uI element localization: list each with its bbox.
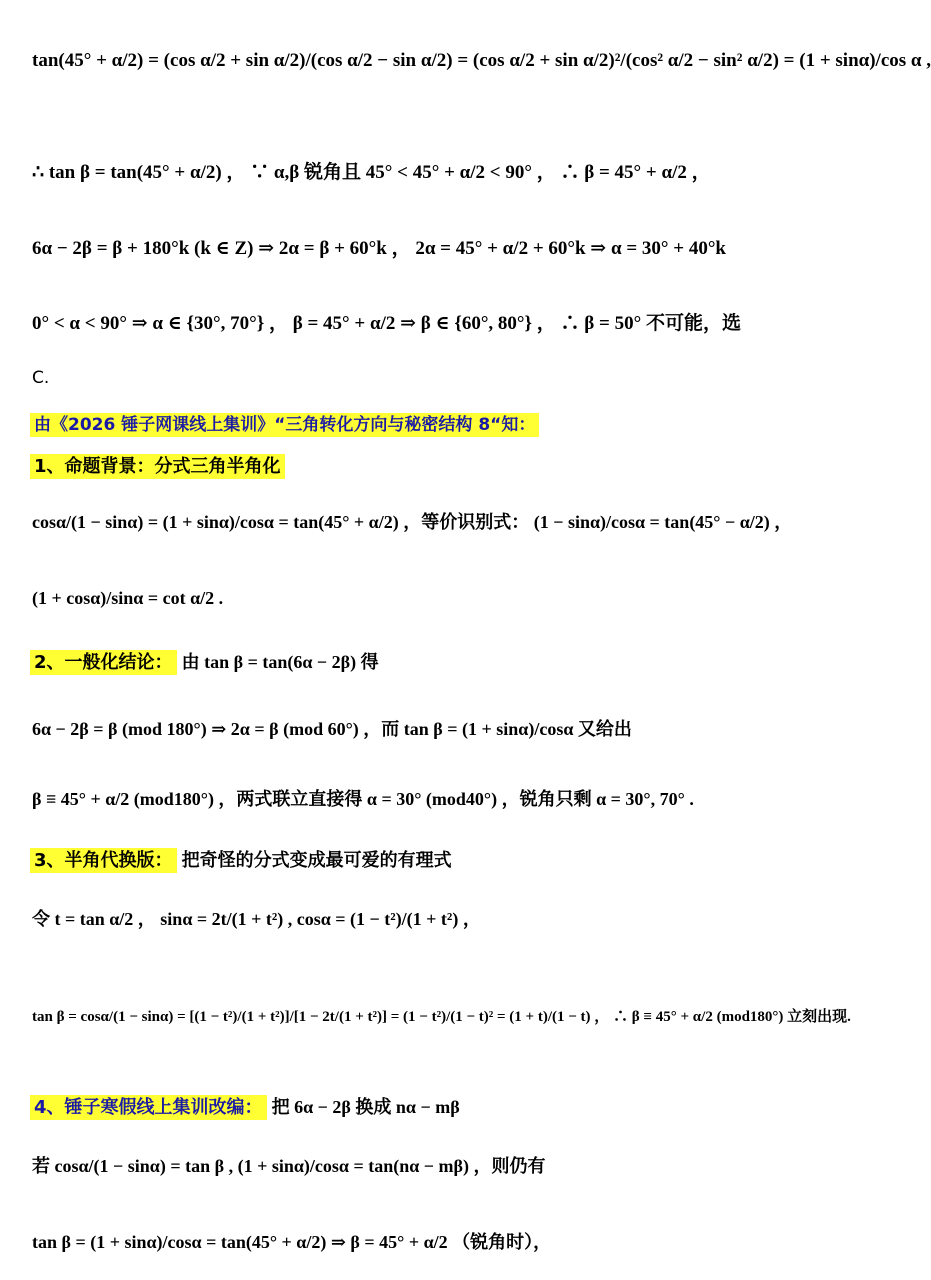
source-highlight: 由《2026 锤子网课线上集训》“三角转化方向与秘密结构 8“知： xyxy=(30,413,539,437)
equation-line-2: ∴ tan β = tan(45° + α/2) ， ∵ α,β 锐角且 45° < 45° + α/2 < 90° ， ∴ β = 45° + α/2 ， xyxy=(32,162,711,183)
section-2-line-2: β ≡ 45° + α/2 (mod180°) ，两式联立直接得 α = 30° (mod40°) ，锐角只剩 α = 30°, 70° . xyxy=(32,789,694,809)
section-3-heading xyxy=(30,846,833,872)
section-1-line-2: (1 + cosα)/sinα = cot α/2 . xyxy=(32,588,224,608)
section-3-line-2: tan β = cosα/(1 − sinα) = [(1 − t²)/(1 + t²)]/[1 − 2t/(1 + t²)] = (1 − t²)/(1 − t)² = (1 + t)/(1 − t) ， ∴ β ≡ 45° + α/2 (mod180°) 立刻出现. xyxy=(32,1009,851,1025)
section-2-rest: 由 tan β = tan(6α − 2β) 得 xyxy=(181,652,379,672)
section-4-heading xyxy=(30,1093,833,1119)
section-1-heading xyxy=(30,452,833,478)
section-2-line-1: 6α − 2β = β (mod 180°) ⇒ 2α = β (mod 60°) ，而 tan β = (1 + sinα)/cosα 又给出 xyxy=(32,719,632,739)
section-1-line-1: cosα/(1 − sinα) = (1 + sinα)/cosα = tan(45° + α/2) ，等价识别式： (1 − sinα)/cosα = tan(45° − α/2) ， xyxy=(32,512,793,532)
section-3-rest: 把奇怪的分式变成最可爱的有理式 xyxy=(181,850,452,871)
section-4-line-2: tan β = (1 + sinα)/cosα = tan(45° + α/2) ⇒ β = 45° + α/2 （锐角时）， xyxy=(32,1232,552,1252)
source-line xyxy=(30,410,833,435)
equation-line-4: 0° < α < 90° ⇒ α ∈ {30°, 70°} ， β = 45° + α/2 ⇒ β ∈ {60°, 80°} ， ∴ β = 50° 不可能，选 xyxy=(32,313,741,334)
section-2-heading xyxy=(30,648,833,674)
section-2-title: 2、一般化结论： xyxy=(30,650,177,675)
section-4-line-1: 若 cosα/(1 − sinα) = tan β , (1 + sinα)/cosα = tan(nα − mβ) ，则仍有 xyxy=(32,1156,546,1176)
section-4-title: 4、锤子寒假线上集训改编： xyxy=(30,1095,267,1120)
equation-line-3: 6α − 2β = β + 180°k (k ∈ Z) ⇒ 2α = β + 60°k ， 2α = 45° + α/2 + 60°k ⇒ α = 30° + 40°k xyxy=(32,238,727,259)
answer-line: C. xyxy=(32,368,50,388)
equation-line-1: tan(45° + α/2) = (cos α/2 + sin α/2)/(cos α/2 − sin α/2) = (cos α/2 + sin α/2)²/(cos² α/2 − sin² α/2) = (1 + sinα)/cos α , xyxy=(32,50,931,71)
section-3-title: 3、半角代换版： xyxy=(30,848,177,873)
section-4-rest: 把 6α − 2β 换成 nα − mβ xyxy=(271,1097,460,1117)
section-3-line-1: 令 t = tan α/2 ， sinα = 2t/(1 + t²) , cosα = (1 − t²)/(1 + t²) ， xyxy=(32,909,481,929)
section-1-title: 1、命题背景：分式三角半角化 xyxy=(30,454,285,479)
